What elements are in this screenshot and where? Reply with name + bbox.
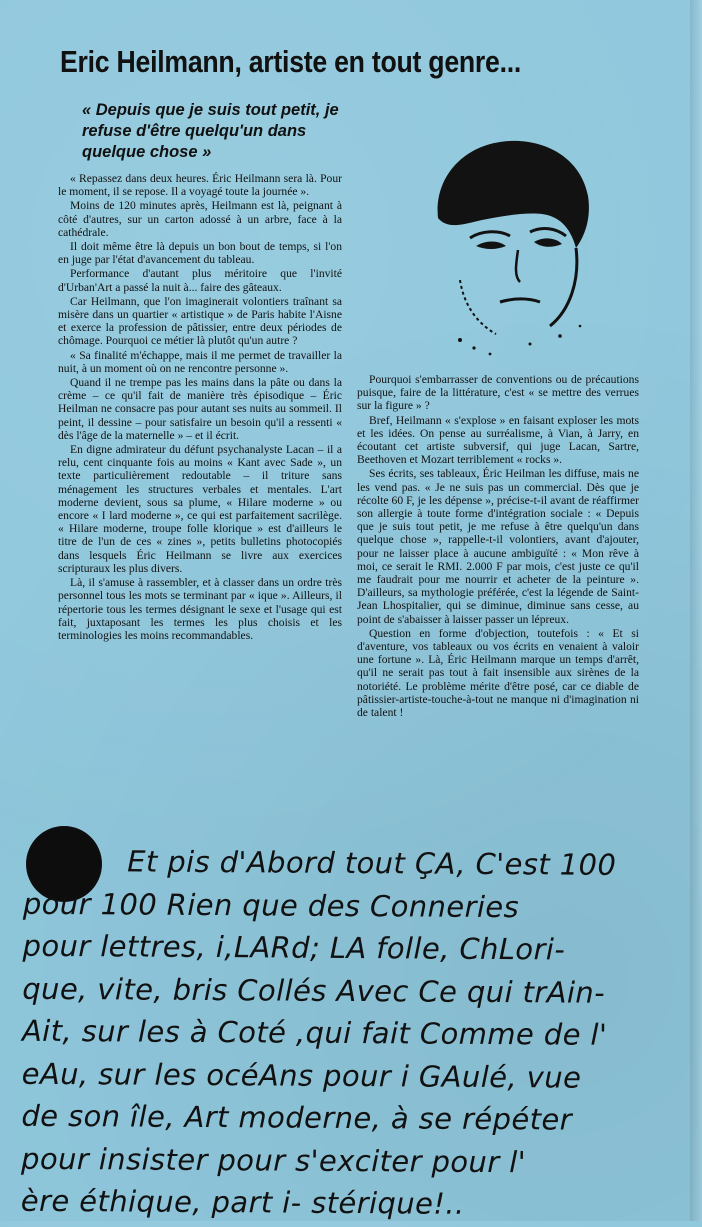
portrait-mouth <box>500 299 540 302</box>
article-paragraph: Quand il ne trempe pas les mains dans la pâte ou dans la crème – ce qu'il fait de manière très épisodique – Éric Heilman ne consacre pas pour autant ses nuits au sommeil. Il peint, il dessine – pour satisfaire un besoin qu'il a ressenti « dès l'âge de la maternelle » – et il écrit. <box>58 376 342 442</box>
article-lead-quote: « Depuis que je suis tout petit, je refuse d'être quelqu'un dans quelque chose » <box>82 101 339 161</box>
handwritten-line: pour insister pour s'exciter pour l' <box>21 1141 527 1179</box>
handwritten-line: Ait, sur les à Coté ,qui fait Comme de l' <box>21 1013 608 1052</box>
handwritten-line: ère éthique, part i- stérique!.. <box>20 1183 465 1221</box>
article-paragraph: Là, il s'amuse à rassembler, et à classer dans un ordre très personnel tous les mots se terminant par « ique ». Ailleurs, il répertorie tous les termes désignant le sexe et l'usage qui est fait, juxtaposant les termes les plus choisis et les terminologies les moins recommandables. <box>58 576 342 642</box>
article-title: Eric Heilmann, artiste en tout genre... <box>60 44 522 79</box>
article-paragraph: Performance d'autant plus méritoire que l'invité d'Urban'Art a passé la nuit à... faire des gâteaux. <box>58 267 342 294</box>
handwritten-note <box>21 840 684 1227</box>
article-paragraph: En digne admirateur du défunt psychanalyste Lacan – il a relu, cent cinquante fois au moins « Kant avec Sade », un texte particulièrement redoutable – il triture sans ménagement les structures verbales et mentales. L'art moderne devient, sous sa plume, « Hilare moderne » ou encore « I lard moderne », ce qui est parfaitement sacrilège. « Hilare moderne, troupe folle klorique » est d'ailleurs le titre de l'un de ces « zines », petits bulletins photocopiés dans lesquels Éric Heilmann se livre aux exercices scripturaux les plus divers. <box>58 443 342 575</box>
portrait-eye-right <box>534 238 562 246</box>
portrait-eye-left <box>476 242 506 250</box>
article-paragraph: Pourquoi s'embarrasser de conventions ou de précautions puisque, faire de la littérature, c'est « se mettre des verrues sur la figure » ? <box>357 373 639 413</box>
handwritten-line: Et pis d'Abord tout ÇA, C'est 100 <box>127 844 617 882</box>
article-column-right <box>357 373 639 720</box>
article-paragraph: Question en forme d'objection, toutefois : « Et si d'aventure, vos tableaux ou vos écrits en venaient à valoir une fortune ». Là, Éric Heilmann marque un temps d'arrêt, qu'il ne serait pas tout à fait insensible aux sirènes de la notoriété. Le problème mérite d'être posé, car ce diable de pâtissier-artiste-touche-à-tout ne manque ni d'imagination ni de talent ! <box>357 626 639 720</box>
article-paragraph: Il doit même être là depuis un bon bout de temps, si l'on en juge par l'état d'avancement du tableau. <box>58 240 342 267</box>
article-paragraph: Ses écrits, ses tableaux, Éric Heilman les diffuse, mais ne les vend pas. « Je ne suis pas un commercial. Dès que je récolte 60 F, je les dépense », précise-t-il avant de réaffirmer son allergie à toute forme d'intégration sociale : « Depuis que je suis tout petit, je me refuse à être quelqu'un dans quelque chose », rappelle-t-il volontiers, avant d'ajouter, pour ne laisser place à aucune ambiguïté : « Mon rêve à moi, ce serait le RMI. 2.000 F par mois, c'est juste ce qu'il me faudrait pour me nourrir et acheter de la peinture ». D'ailleurs, sa mythologie préférée, c'est la légende de Saint-Jean Lhospitalier, qui se diminue, diminue sans cesse, au point de s'abaisser à laisser passer un lépreux. <box>357 467 639 626</box>
article-paragraph: Car Heilmann, que l'on imaginerait volontiers traînant sa misère dans un quartier « artistique » de Paris habite l'Aisne et exerce la profession de pâtissier, entre deux périodes de chômage. Pourquoi ce métier là plutôt qu'un autre ? <box>58 294 342 348</box>
handwritten-line: de son île, Art moderne, à se répéter <box>21 1098 573 1137</box>
article-column-left <box>58 172 342 643</box>
article-paragraph: Bref, Heilmann « s'explose » en faisant exploser les mots et les idées. On pense au surréalisme, à Vian, à Jarry, en écoutant cet artiste subversif, qui juge Lacan, Sartre, Beethoven et Mozart terriblement « rocks ». <box>357 413 639 467</box>
article-paragraph: Moins de 120 minutes après, Heilmann est là, peignant à côté d'autres, sur un carton adossé à un arbre, face à la cathédrale. <box>58 199 342 239</box>
page-fold <box>690 0 702 1221</box>
portrait-photo <box>430 130 600 360</box>
article-paragraph: « Sa finalité m'échappe, mais il me permet de travailler la nuit, à un moment où on ne rencontre personne ». <box>58 348 342 375</box>
portrait-hair <box>438 141 589 248</box>
article-paragraph: « Repassez dans deux heures. Éric Heilmann sera là. Pour le moment, il se repose. Il a voyagé toute la journée ». <box>58 172 342 199</box>
handwritten-line: pour 100 Rien que des Conneries <box>22 886 520 924</box>
handwritten-line: pour lettres, i,LARd; LA folle, ChLori- <box>22 928 566 967</box>
handwritten-line: eAu, sur les océAns pour i GAulé, vue <box>21 1056 582 1095</box>
handwritten-line: que, vite, bris Collés Avec Ce qui trAin- <box>22 971 606 1010</box>
